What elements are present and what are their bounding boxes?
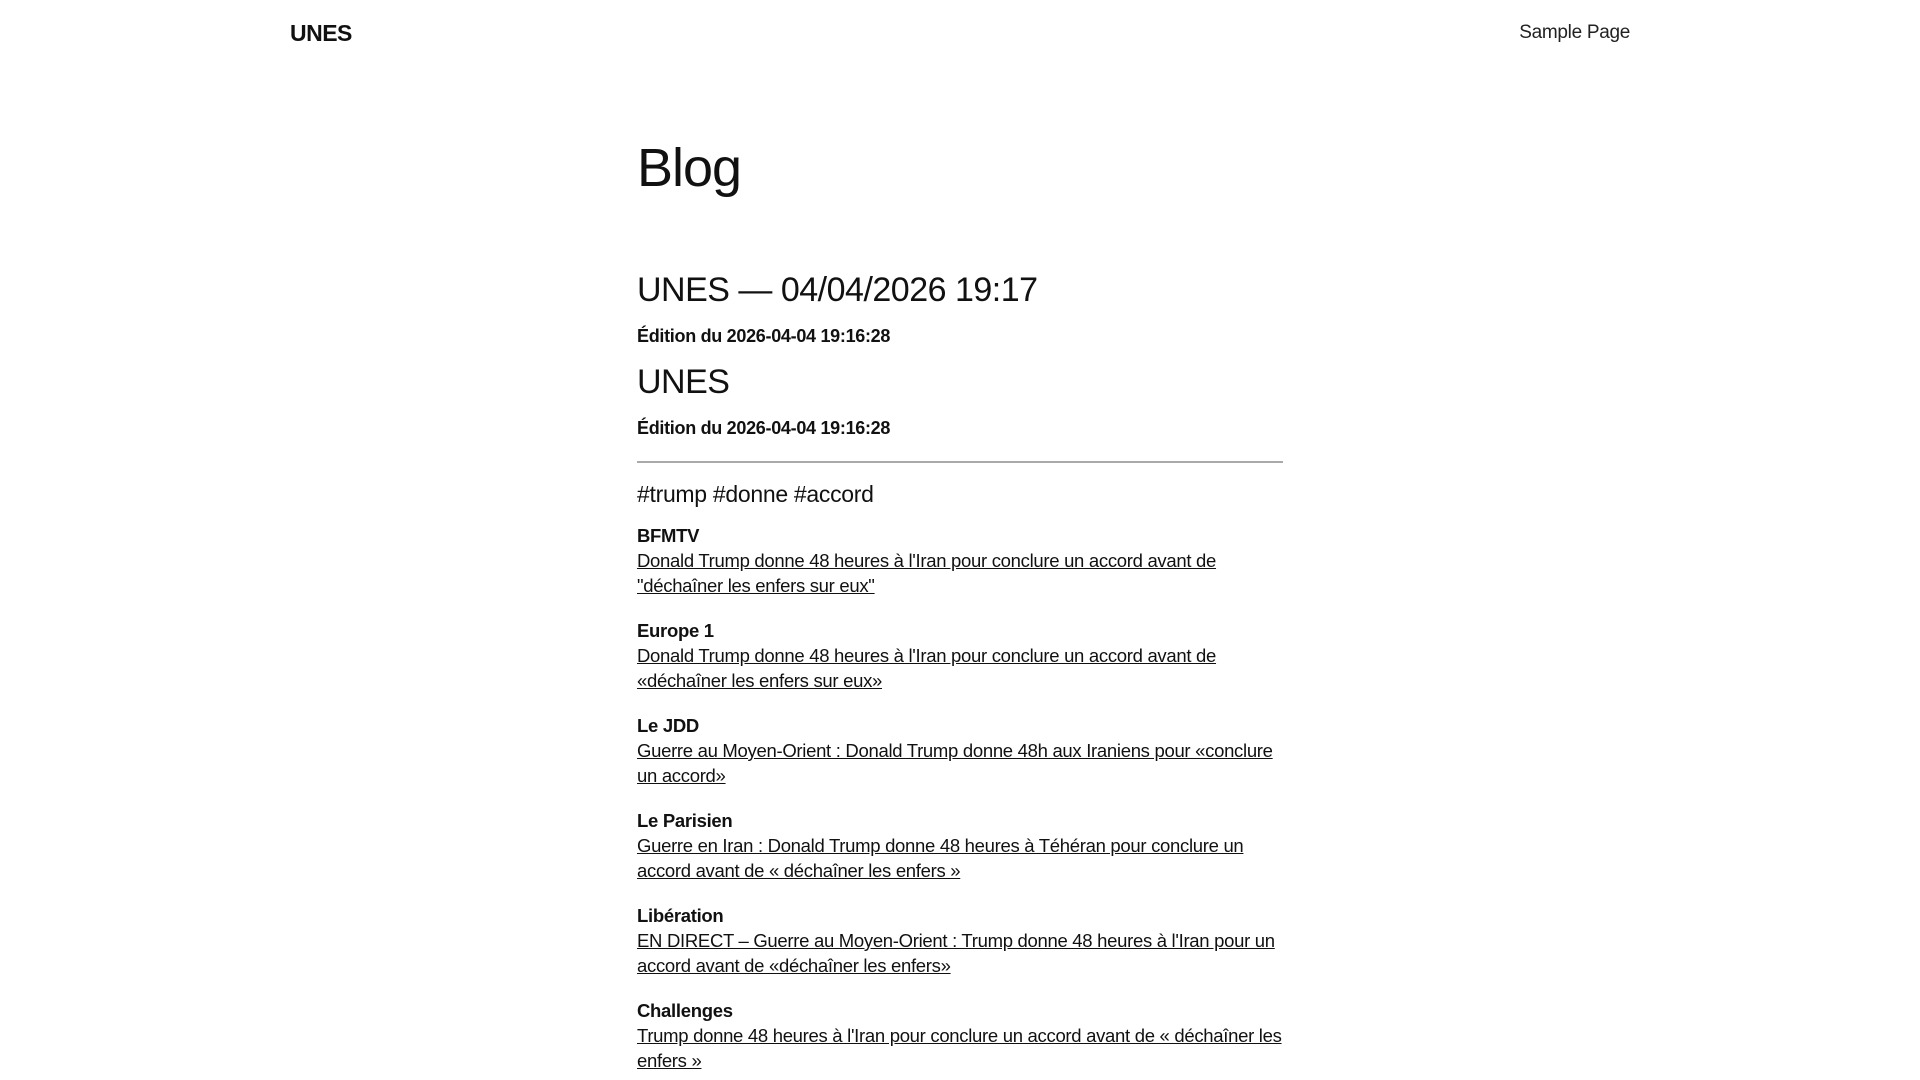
- headline-link[interactable]: Trump donne 48 heures à l'Iran pour conclure un accord avant de « déchaîner les enfers »: [637, 1025, 1282, 1071]
- source-name: Europe 1: [637, 620, 714, 641]
- hashtags: #trump #donne #accord: [637, 481, 874, 507]
- source-name: Challenges: [637, 1000, 733, 1021]
- divider: [637, 461, 1283, 463]
- site-title[interactable]: UNES: [290, 20, 352, 46]
- list-item: [637, 523, 1283, 598]
- page-title: Blog: [637, 138, 742, 198]
- list-item: [637, 903, 1283, 978]
- source-name: Le JDD: [637, 715, 699, 736]
- edition-date: Édition du 2026-04-04 19:16:28: [637, 326, 891, 346]
- source-name: BFMTV: [637, 525, 700, 546]
- nav-sample-page[interactable]: Sample Page: [1519, 22, 1630, 43]
- list-item: [637, 618, 1283, 693]
- headline-link[interactable]: Guerre en Iran : Donald Trump donne 48 heures à Téhéran pour conclure un accord avant de « déchaîner les enfers »: [637, 835, 1244, 881]
- headline-link[interactable]: EN DIRECT – Guerre au Moyen-Orient : Trump donne 48 heures à l'Iran pour un accord avant de «déchaîner les enfers»: [637, 930, 1275, 976]
- post-subtitle: UNES: [637, 363, 730, 401]
- list-item: [637, 998, 1283, 1073]
- headline-link[interactable]: Donald Trump donne 48 heures à l'Iran pour conclure un accord avant de "déchaîner les enfers sur eux": [637, 550, 1217, 596]
- headline-link[interactable]: Donald Trump donne 48 heures à l'Iran pour conclure un accord avant de «déchaîner les enfers sur eux»: [637, 645, 1217, 691]
- list-item: [637, 808, 1283, 883]
- news-list: [637, 523, 1283, 1073]
- post-title[interactable]: UNES — 04/04/2026 19:17: [637, 271, 1038, 309]
- list-item: [637, 713, 1283, 788]
- main-content: [637, 132, 1283, 1073]
- source-name: Le Parisien: [637, 810, 733, 831]
- source-name: Libération: [637, 905, 724, 926]
- headline-link[interactable]: Guerre au Moyen-Orient : Donald Trump donne 48h aux Iraniens pour «conclure un accord»: [637, 740, 1273, 786]
- edition-date-2: Édition du 2026-04-04 19:16:28: [637, 418, 891, 438]
